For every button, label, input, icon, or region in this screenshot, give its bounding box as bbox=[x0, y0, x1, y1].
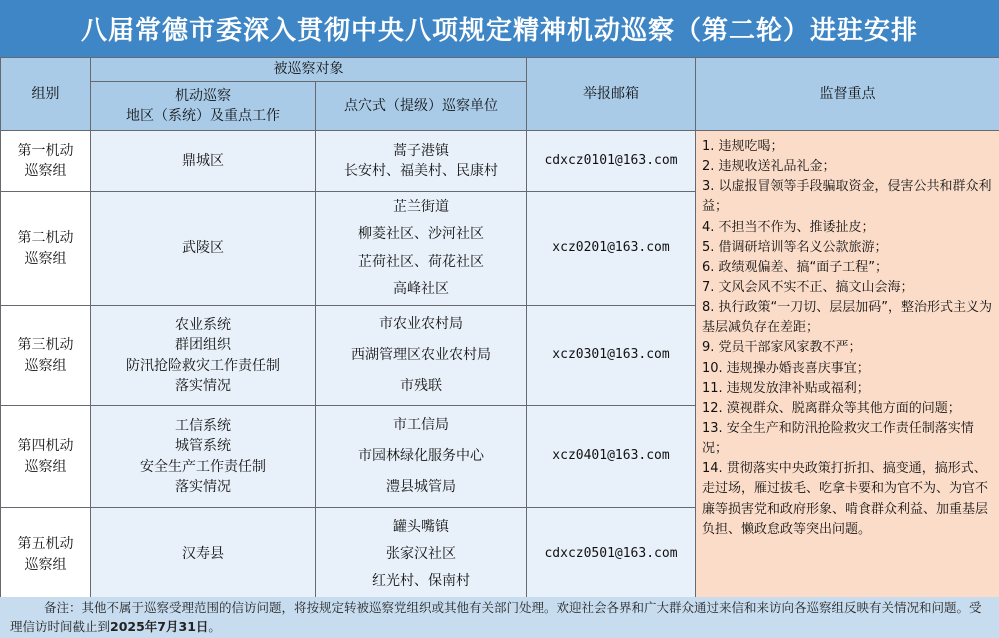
focus-item: 9. 党员干部家风家教不严； bbox=[702, 340, 862, 356]
area-cell: 工信系统 城管系统 安全生产工作责任制 落实情况 bbox=[91, 406, 316, 508]
header-email: 举报邮箱 bbox=[527, 58, 696, 131]
focus-item: 8. 执行政策“一刀切、层层加码”，整治形式主义为基层减负存在差距； bbox=[702, 300, 993, 336]
units-cell: 蒿子港镇 长安村、福美村、民康村 bbox=[316, 131, 527, 192]
area-cell: 武陵区 bbox=[91, 192, 316, 306]
footnote-text: 备注：其他不属于巡察受理范围的信访问题，将按规定转被巡察党组织或其他有关部门处理。欢迎社会各界和广大群众通过来信和来访向各巡察组反映有关情况和问题。受理信访时间截止到 bbox=[10, 600, 982, 634]
email-cell[interactable]: xcz0401@163.com bbox=[527, 406, 696, 508]
inspection-table bbox=[0, 57, 999, 602]
header-area: 机动巡察 地区（系统）及重点工作 bbox=[91, 82, 316, 131]
header-group: 组别 bbox=[1, 58, 91, 131]
units-cell: 市农业农村局 西湖管理区农业农村局 市残联 bbox=[316, 306, 527, 406]
group-cell: 第二机动 巡察组 bbox=[1, 192, 91, 306]
area-cell: 汉寿县 bbox=[91, 508, 316, 602]
group-cell: 第四机动 巡察组 bbox=[1, 406, 91, 508]
units-cell: 罐头嘴镇 张家汉社区 红光村、保南村 bbox=[316, 508, 527, 602]
email-cell[interactable]: cdxcz0501@163.com bbox=[527, 508, 696, 602]
footnote-end: 。 bbox=[208, 618, 221, 634]
area-cell: 农业系统 群团组织 防汛抢险救灾工作责任制 落实情况 bbox=[91, 306, 316, 406]
table-row bbox=[1, 131, 999, 192]
header-targets: 被巡察对象 bbox=[91, 58, 527, 82]
group-cell: 第五机动 巡察组 bbox=[1, 508, 91, 602]
email-cell[interactable]: xcz0201@163.com bbox=[527, 192, 696, 306]
focus-item: 1. 违规吃喝； bbox=[702, 139, 784, 154]
focus-item: 11. 违规发放津补贴或福利； bbox=[702, 380, 870, 396]
focus-item: 6. 政绩观偏差、搞“面子工程”； bbox=[702, 259, 889, 275]
units-cell: 市工信局 市园林绿化服务中心 澧县城管局 bbox=[316, 406, 527, 508]
focus-item: 4. 不担当不作为、推诿扯皮； bbox=[702, 219, 875, 235]
focus-item: 13. 安全生产和防汛抢险救灾工作责任制落实情况； bbox=[702, 420, 974, 457]
footnote bbox=[0, 597, 999, 638]
focus-item: 2. 违规收送礼品礼金； bbox=[702, 159, 836, 175]
area-cell: 鼎城区 bbox=[91, 131, 316, 192]
email-cell[interactable]: cdxcz0101@163.com bbox=[527, 131, 696, 192]
page-title: 八届常德市委深入贯彻中央八项规定精神机动巡察（第二轮）进驻安排 bbox=[0, 0, 999, 57]
email-cell[interactable]: xcz0301@163.com bbox=[527, 306, 696, 406]
focus-item: 3. 以虚报冒领等手段骗取资金，侵害公共和群众利益； bbox=[702, 179, 992, 215]
footnote-deadline: 2025年7月31日 bbox=[110, 618, 209, 634]
header-units: 点穴式（提级）巡察单位 bbox=[316, 82, 527, 131]
focus-item: 14. 贯彻落实中央政策打折扣、搞变通，搞形式、走过场，雁过拔毛、吃拿卡要和为官不为、为官不廉等损害党和政府形象、啃食群众利益、加重基层负担、懒政怠政等突出问题。 bbox=[702, 461, 989, 537]
focus-item: 7. 文风会风不实不正、搞文山会海； bbox=[702, 279, 914, 295]
focus-item: 10. 违规操办婚丧喜庆事宜； bbox=[702, 360, 870, 376]
focus-cell bbox=[696, 131, 999, 602]
focus-item: 12. 漠视群众、脱离群众等其他方面的问题； bbox=[702, 400, 961, 416]
header-focus: 监督重点 bbox=[696, 58, 999, 131]
focus-item: 5. 借调研培训等名义公款旅游； bbox=[702, 239, 888, 255]
group-cell: 第三机动 巡察组 bbox=[1, 306, 91, 406]
units-cell: 芷兰街道 柳菱社区、沙河社区 芷荷社区、荷花社区 高峰社区 bbox=[316, 192, 527, 306]
group-cell: 第一机动 巡察组 bbox=[1, 131, 91, 192]
